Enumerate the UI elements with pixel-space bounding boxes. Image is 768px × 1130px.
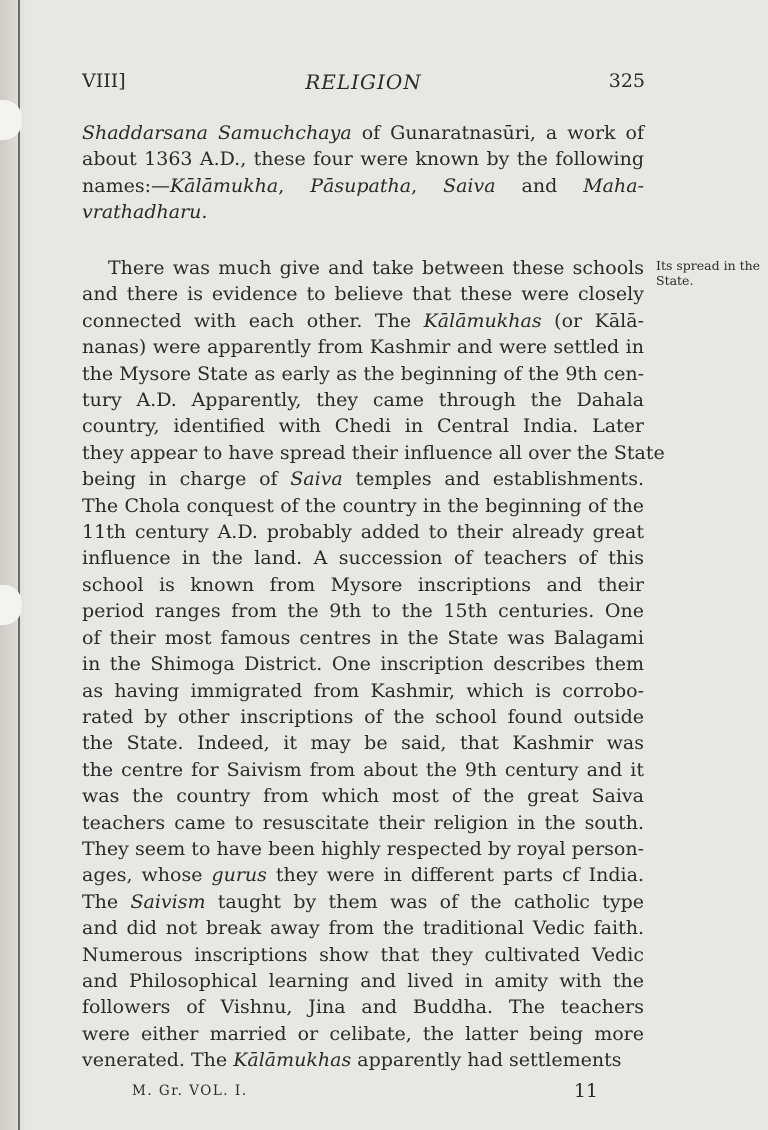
text-run: venerated. The (82, 1049, 234, 1072)
text-run: nanas) were apparently from Kashmir and were settled in (82, 336, 644, 359)
text-run: temples and establishments. (342, 468, 644, 491)
text-run: and did not break away from the traditional Vedic faith. (82, 917, 644, 940)
text-run: influence in the land. A succession of teachers of this (82, 547, 644, 570)
text-line (82, 572, 644, 598)
italic-term: Saiva (443, 174, 496, 197)
text-line (82, 146, 644, 172)
text-line (82, 651, 644, 677)
text-run: apparently had settlements (351, 1049, 622, 1072)
text-line (82, 361, 644, 387)
margin-note: Its spread in the State. (656, 258, 761, 288)
text-run: period ranges from the 9th to the 15th centuries. One (82, 600, 644, 623)
text-line (82, 942, 644, 968)
text-run: rated by other inscriptions of the school found outside (82, 705, 644, 728)
text-line (82, 889, 644, 915)
text-run: they appear to have spread their influence all over the State (82, 441, 665, 464)
text-run: school is known from Mysore inscriptions and their (82, 573, 644, 596)
text-line (82, 493, 644, 519)
text-line (82, 968, 644, 994)
text-line (82, 308, 644, 334)
text-run: The (82, 890, 131, 913)
text-run: They seem to have been highly respected by royal person- (82, 837, 644, 860)
text-line (82, 1021, 644, 1047)
text-line (82, 387, 644, 413)
text-line (82, 466, 644, 492)
running-title: RELIGION (305, 70, 422, 94)
binding-line (18, 0, 20, 1130)
paragraph-continued (82, 120, 644, 226)
text-line (82, 440, 665, 466)
text-run: of their most famous centres in the State was Balagami (82, 626, 644, 649)
text-run: in the Shimoga District. One inscription describes them (82, 653, 644, 676)
text-run: There was much give and take between these schools (108, 257, 644, 279)
text-run: followers of Vishnu, Jina and Buddha. The teachers (82, 996, 644, 1019)
text-line (82, 915, 644, 941)
text-line (82, 173, 644, 199)
text-run: (or Kālā- (541, 309, 644, 332)
running-header (82, 70, 645, 96)
text-line (82, 334, 644, 360)
text-line (82, 783, 644, 809)
text-run: they were in different parts cf India. (266, 864, 644, 887)
italic-term: Kālāmukha (169, 174, 279, 197)
text-line (82, 413, 644, 439)
text-run: and Philosophical learning and lived in amity with the (82, 969, 644, 992)
page-number: 325 (608, 70, 645, 92)
text-run: as having immigrated from Kashmir, which is corrobo- (82, 679, 644, 702)
italic-term: Shaddarsana Samuchchaya (82, 122, 352, 144)
signature-mark: M. Gr. VOL. I. (132, 1083, 248, 1099)
italic-term: Maha- (583, 174, 644, 197)
text-line (82, 678, 644, 704)
text-run: connected with each other. The (82, 309, 424, 332)
text-line (82, 1047, 644, 1073)
italic-term: Kālāmukhas (423, 309, 542, 332)
text-run: tury A.D. Apparently, they came through the Dahala (82, 389, 644, 412)
text-run: names:— (82, 174, 170, 197)
signature-number: 11 (573, 1080, 598, 1102)
text-line (82, 255, 644, 281)
page-footer (132, 1080, 598, 1104)
italic-term: Kālāmukhas (233, 1049, 352, 1072)
text-line (82, 519, 644, 545)
text-line (82, 120, 644, 146)
text-line (82, 199, 644, 225)
text-run: the centre for Saivism from about the 9th century and it (82, 758, 644, 781)
italic-term: Pāsupatha (310, 174, 412, 197)
text-line (82, 545, 644, 571)
italic-term: gurus (211, 864, 267, 887)
text-run: and there is evidence to believe that these were closely (82, 283, 644, 306)
text-line (82, 810, 644, 836)
text-line (82, 704, 644, 730)
text-run: country, identified with Chedi in Central India. Later (82, 415, 644, 438)
text-run: were either married or celibate, the latter being more (82, 1022, 644, 1045)
page-binding-edge (0, 0, 26, 1130)
text-run: 11th century A.D. probably added to their already great (82, 521, 644, 544)
italic-term: Saivism (130, 890, 206, 913)
text-run: about 1363 A.D., these four were known by the following (82, 148, 644, 171)
text-line (82, 730, 644, 756)
text-run: teachers came to resuscitate their religion in the south. (82, 811, 644, 834)
text-run: The Chola conquest of the country in the beginning of the (82, 494, 644, 517)
text-run: and (495, 174, 584, 197)
text-line (82, 757, 644, 783)
text-run: taught by them was of the catholic type (205, 890, 644, 913)
text-run: of Gunaratnasūri, a work of (351, 122, 644, 144)
text-line (82, 281, 644, 307)
italic-term: vrathadharu (82, 201, 202, 224)
text-run: Numerous inscriptions show that they cultivated Vedic (82, 943, 644, 966)
text-line (82, 625, 644, 651)
chapter-number: VIII] (82, 70, 126, 92)
text-line (82, 862, 644, 888)
text-run: the State. Indeed, it may be said, that Kashmir was (82, 732, 644, 755)
text-run: , (411, 174, 444, 197)
text-line (82, 598, 644, 624)
text-run: , (278, 174, 311, 197)
text-line (82, 836, 644, 862)
text-run: being in charge of (82, 468, 291, 491)
text-run: . (201, 201, 208, 224)
paragraph-spread-of-kalamukhas (82, 255, 665, 1074)
text-run: the Mysore State as early as the beginning of the 9th cen- (82, 362, 644, 385)
italic-term: Saiva (290, 468, 343, 491)
text-run: ages, whose (82, 864, 212, 887)
text-line (82, 994, 644, 1020)
text-run: was the country from which most of the great Saiva (82, 785, 644, 808)
